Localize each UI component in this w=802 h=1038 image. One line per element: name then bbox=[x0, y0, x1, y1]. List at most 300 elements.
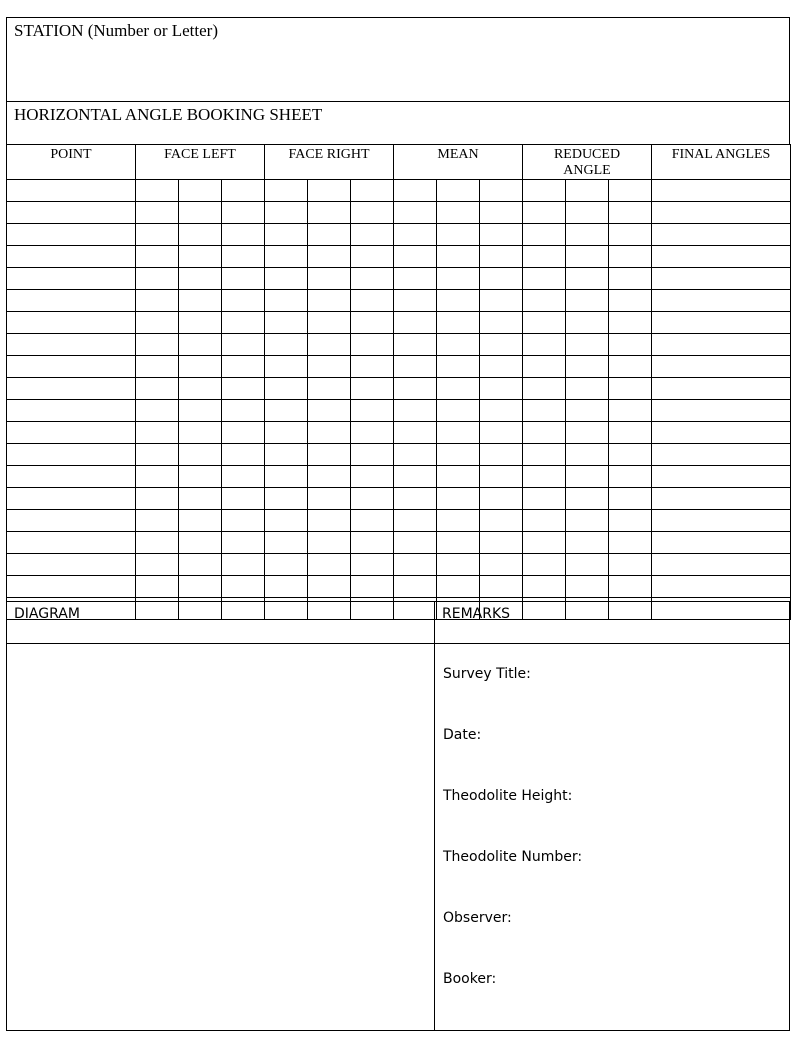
table-cell[interactable] bbox=[652, 224, 791, 246]
sheet-title: HORIZONTAL ANGLE BOOKING SHEET bbox=[14, 105, 323, 124]
table-cell[interactable] bbox=[179, 246, 222, 268]
table-cell[interactable] bbox=[179, 488, 222, 510]
table-cell[interactable] bbox=[480, 532, 523, 554]
table-cell[interactable] bbox=[136, 444, 179, 466]
table-cell[interactable] bbox=[351, 576, 394, 598]
table-cell[interactable] bbox=[437, 268, 480, 290]
table-cell[interactable] bbox=[7, 532, 136, 554]
table-cell[interactable] bbox=[566, 334, 609, 356]
table-cell[interactable] bbox=[652, 202, 791, 224]
table-cell[interactable] bbox=[136, 268, 179, 290]
table-cell[interactable] bbox=[394, 202, 437, 224]
table-cell[interactable] bbox=[480, 180, 523, 202]
table-cell[interactable] bbox=[7, 180, 136, 202]
table-cell[interactable] bbox=[222, 422, 265, 444]
table-cell[interactable] bbox=[265, 224, 308, 246]
table-cell[interactable] bbox=[394, 576, 437, 598]
table-row bbox=[7, 576, 791, 598]
table-cell[interactable] bbox=[566, 246, 609, 268]
table-cell[interactable] bbox=[308, 378, 351, 400]
table-cell[interactable] bbox=[394, 532, 437, 554]
table-cell[interactable] bbox=[265, 510, 308, 532]
table-cell[interactable] bbox=[480, 246, 523, 268]
table-cell[interactable] bbox=[222, 334, 265, 356]
table-cell[interactable] bbox=[566, 378, 609, 400]
table-cell[interactable] bbox=[566, 488, 609, 510]
table-cell[interactable] bbox=[566, 268, 609, 290]
table-cell[interactable] bbox=[437, 510, 480, 532]
table-cell[interactable] bbox=[351, 224, 394, 246]
table-cell[interactable] bbox=[308, 400, 351, 422]
table-cell[interactable] bbox=[566, 202, 609, 224]
table-cell[interactable] bbox=[652, 488, 791, 510]
table-cell[interactable] bbox=[7, 378, 136, 400]
table-cell[interactable] bbox=[351, 312, 394, 334]
table-cell[interactable] bbox=[480, 290, 523, 312]
table-cell[interactable] bbox=[7, 466, 136, 488]
table-cell[interactable] bbox=[179, 510, 222, 532]
table-cell[interactable] bbox=[609, 334, 652, 356]
table-cell[interactable] bbox=[222, 180, 265, 202]
table-cell[interactable] bbox=[265, 532, 308, 554]
date-field[interactable]: Date: bbox=[443, 727, 482, 743]
table-cell[interactable] bbox=[351, 466, 394, 488]
table-cell[interactable] bbox=[136, 554, 179, 576]
table-cell[interactable] bbox=[222, 576, 265, 598]
table-cell[interactable] bbox=[480, 334, 523, 356]
table-cell[interactable] bbox=[222, 488, 265, 510]
table-header-row bbox=[7, 145, 791, 180]
table-cell[interactable] bbox=[394, 334, 437, 356]
table-cell[interactable] bbox=[480, 576, 523, 598]
table-cell[interactable] bbox=[480, 202, 523, 224]
table-cell[interactable] bbox=[394, 444, 437, 466]
header-mean: MEAN bbox=[394, 145, 523, 180]
table-cell[interactable] bbox=[7, 202, 136, 224]
table-cell[interactable] bbox=[222, 268, 265, 290]
table-cell[interactable] bbox=[308, 312, 351, 334]
table-cell[interactable] bbox=[437, 554, 480, 576]
table-cell[interactable] bbox=[136, 312, 179, 334]
table-cell[interactable] bbox=[652, 554, 791, 576]
table-cell[interactable] bbox=[351, 488, 394, 510]
table-cell[interactable] bbox=[7, 554, 136, 576]
table-cell[interactable] bbox=[523, 378, 566, 400]
table-cell[interactable] bbox=[394, 510, 437, 532]
table-cell[interactable] bbox=[351, 444, 394, 466]
table-row bbox=[7, 224, 791, 246]
table-cell[interactable] bbox=[609, 510, 652, 532]
table-cell[interactable] bbox=[179, 576, 222, 598]
table-cell[interactable] bbox=[179, 268, 222, 290]
table-cell[interactable] bbox=[179, 224, 222, 246]
table-row bbox=[7, 312, 791, 334]
table-cell[interactable] bbox=[480, 466, 523, 488]
table-cell[interactable] bbox=[437, 532, 480, 554]
table-cell[interactable] bbox=[609, 202, 652, 224]
table-cell[interactable] bbox=[437, 576, 480, 598]
table-cell[interactable] bbox=[7, 268, 136, 290]
table-cell[interactable] bbox=[394, 268, 437, 290]
table-row bbox=[7, 378, 791, 400]
table-cell[interactable] bbox=[136, 290, 179, 312]
table-cell[interactable] bbox=[308, 466, 351, 488]
table-cell[interactable] bbox=[652, 532, 791, 554]
table-cell[interactable] bbox=[351, 378, 394, 400]
table-cell[interactable] bbox=[566, 510, 609, 532]
table-cell[interactable] bbox=[523, 290, 566, 312]
table-cell[interactable] bbox=[437, 334, 480, 356]
table-row bbox=[7, 532, 791, 554]
table-cell[interactable] bbox=[265, 312, 308, 334]
table-cell[interactable] bbox=[351, 290, 394, 312]
table-cell[interactable] bbox=[7, 312, 136, 334]
table-cell[interactable] bbox=[351, 532, 394, 554]
table-cell[interactable] bbox=[179, 554, 222, 576]
table-cell[interactable] bbox=[308, 356, 351, 378]
table-cell[interactable] bbox=[265, 378, 308, 400]
table-cell[interactable] bbox=[523, 532, 566, 554]
table-row bbox=[7, 356, 791, 378]
diagram-label: DIAGRAM bbox=[14, 606, 80, 622]
table-cell[interactable] bbox=[652, 334, 791, 356]
table-cell[interactable] bbox=[523, 356, 566, 378]
table-cell[interactable] bbox=[523, 312, 566, 334]
table-cell[interactable] bbox=[7, 444, 136, 466]
table-cell[interactable] bbox=[394, 246, 437, 268]
table-cell[interactable] bbox=[222, 312, 265, 334]
table-cell[interactable] bbox=[437, 488, 480, 510]
table-cell[interactable] bbox=[351, 334, 394, 356]
booker-field[interactable]: Booker: bbox=[443, 971, 497, 987]
table-row bbox=[7, 510, 791, 532]
table-cell[interactable] bbox=[7, 488, 136, 510]
table-cell[interactable] bbox=[7, 246, 136, 268]
table-cell[interactable] bbox=[351, 268, 394, 290]
table-cell[interactable] bbox=[523, 224, 566, 246]
table-cell[interactable] bbox=[136, 532, 179, 554]
table-cell[interactable] bbox=[609, 356, 652, 378]
theodolite-height-field[interactable]: Theodolite Height: bbox=[443, 788, 573, 804]
table-cell[interactable] bbox=[566, 554, 609, 576]
table-cell[interactable] bbox=[566, 466, 609, 488]
table-cell[interactable] bbox=[308, 202, 351, 224]
table-cell[interactable] bbox=[265, 554, 308, 576]
survey-title-field[interactable]: Survey Title: bbox=[443, 666, 531, 682]
table-cell[interactable] bbox=[437, 180, 480, 202]
table-cell[interactable] bbox=[222, 202, 265, 224]
table-cell[interactable] bbox=[437, 356, 480, 378]
table-cell[interactable] bbox=[523, 334, 566, 356]
table-cell[interactable] bbox=[308, 576, 351, 598]
table-cell[interactable] bbox=[265, 400, 308, 422]
table-cell[interactable] bbox=[394, 290, 437, 312]
table-cell[interactable] bbox=[265, 444, 308, 466]
table-cell[interactable] bbox=[394, 422, 437, 444]
table-cell[interactable] bbox=[566, 576, 609, 598]
table-cell[interactable] bbox=[609, 532, 652, 554]
table-cell[interactable] bbox=[222, 532, 265, 554]
table-cell[interactable] bbox=[265, 202, 308, 224]
table-cell[interactable] bbox=[523, 180, 566, 202]
table-cell[interactable] bbox=[136, 378, 179, 400]
table-cell[interactable] bbox=[351, 246, 394, 268]
table-row bbox=[7, 488, 791, 510]
table-cell[interactable] bbox=[265, 268, 308, 290]
table-cell[interactable] bbox=[609, 400, 652, 422]
table-cell[interactable] bbox=[609, 312, 652, 334]
table-row bbox=[7, 444, 791, 466]
table-cell[interactable] bbox=[179, 400, 222, 422]
table-cell[interactable] bbox=[609, 466, 652, 488]
table-cell[interactable] bbox=[222, 400, 265, 422]
table-cell[interactable] bbox=[652, 180, 791, 202]
table-cell[interactable] bbox=[523, 400, 566, 422]
table-cell[interactable] bbox=[480, 510, 523, 532]
table-cell[interactable] bbox=[523, 510, 566, 532]
table-cell[interactable] bbox=[308, 554, 351, 576]
table-cell[interactable] bbox=[437, 422, 480, 444]
table-row bbox=[7, 400, 791, 422]
table-cell[interactable] bbox=[308, 180, 351, 202]
table-cell[interactable] bbox=[308, 444, 351, 466]
table-cell[interactable] bbox=[609, 378, 652, 400]
table-cell[interactable] bbox=[566, 290, 609, 312]
table-cell[interactable] bbox=[179, 202, 222, 224]
table-cell[interactable] bbox=[523, 576, 566, 598]
table-cell[interactable] bbox=[437, 246, 480, 268]
table-cell[interactable] bbox=[566, 224, 609, 246]
table-cell[interactable] bbox=[652, 290, 791, 312]
table-cell[interactable] bbox=[179, 290, 222, 312]
table-cell[interactable] bbox=[179, 180, 222, 202]
table-cell[interactable] bbox=[7, 356, 136, 378]
table-cell[interactable] bbox=[480, 378, 523, 400]
table-cell[interactable] bbox=[265, 246, 308, 268]
table-cell[interactable] bbox=[7, 576, 136, 598]
table-cell[interactable] bbox=[609, 488, 652, 510]
table-cell[interactable] bbox=[609, 444, 652, 466]
table-cell[interactable] bbox=[609, 576, 652, 598]
table-cell[interactable] bbox=[480, 488, 523, 510]
table-cell[interactable] bbox=[394, 356, 437, 378]
table-cell[interactable] bbox=[179, 312, 222, 334]
table-cell[interactable] bbox=[308, 488, 351, 510]
table-cell[interactable] bbox=[609, 268, 652, 290]
table-cell[interactable] bbox=[437, 444, 480, 466]
table-cell[interactable] bbox=[437, 378, 480, 400]
table-cell[interactable] bbox=[394, 378, 437, 400]
table-cell[interactable] bbox=[222, 510, 265, 532]
table-cell[interactable] bbox=[566, 532, 609, 554]
table-cell[interactable] bbox=[222, 444, 265, 466]
table-cell[interactable] bbox=[136, 400, 179, 422]
remarks-header bbox=[434, 601, 790, 644]
table-cell[interactable] bbox=[7, 510, 136, 532]
diagram-area[interactable] bbox=[6, 643, 435, 1031]
table-cell[interactable] bbox=[7, 400, 136, 422]
table-row bbox=[7, 466, 791, 488]
remarks-label: REMARKS bbox=[442, 606, 511, 622]
table-cell[interactable] bbox=[394, 488, 437, 510]
table-cell[interactable] bbox=[136, 334, 179, 356]
table-cell[interactable] bbox=[437, 224, 480, 246]
table-cell[interactable] bbox=[7, 422, 136, 444]
table-cell[interactable] bbox=[136, 202, 179, 224]
table-cell[interactable] bbox=[652, 444, 791, 466]
table-cell[interactable] bbox=[437, 466, 480, 488]
table-cell[interactable] bbox=[652, 312, 791, 334]
table-cell[interactable] bbox=[351, 356, 394, 378]
table-cell[interactable] bbox=[480, 312, 523, 334]
table-cell[interactable] bbox=[437, 290, 480, 312]
table-cell[interactable] bbox=[652, 400, 791, 422]
table-cell[interactable] bbox=[480, 268, 523, 290]
table-cell[interactable] bbox=[652, 268, 791, 290]
table-cell[interactable] bbox=[136, 246, 179, 268]
table-row bbox=[7, 202, 791, 224]
diagram-header bbox=[6, 601, 435, 644]
table-cell[interactable] bbox=[222, 554, 265, 576]
table-cell[interactable] bbox=[609, 422, 652, 444]
table-cell[interactable] bbox=[609, 290, 652, 312]
table-cell[interactable] bbox=[136, 224, 179, 246]
table-cell[interactable] bbox=[179, 466, 222, 488]
table-row bbox=[7, 554, 791, 576]
table-cell[interactable] bbox=[179, 378, 222, 400]
table-cell[interactable] bbox=[437, 400, 480, 422]
table-cell[interactable] bbox=[265, 466, 308, 488]
header-face-left: FACE LEFT bbox=[136, 145, 265, 180]
table-cell[interactable] bbox=[308, 224, 351, 246]
table-cell[interactable] bbox=[609, 246, 652, 268]
table-cell[interactable] bbox=[394, 466, 437, 488]
table-cell[interactable] bbox=[7, 290, 136, 312]
table-cell[interactable] bbox=[523, 554, 566, 576]
table-cell[interactable] bbox=[265, 290, 308, 312]
table-cell[interactable] bbox=[437, 312, 480, 334]
table-cell[interactable] bbox=[222, 356, 265, 378]
observer-field[interactable]: Observer: bbox=[443, 910, 512, 926]
sheet-title-bar bbox=[6, 101, 790, 145]
table-cell[interactable] bbox=[265, 422, 308, 444]
table-cell[interactable] bbox=[265, 576, 308, 598]
table-cell[interactable] bbox=[523, 488, 566, 510]
table-cell[interactable] bbox=[480, 444, 523, 466]
table-cell[interactable] bbox=[609, 180, 652, 202]
table-cell[interactable] bbox=[308, 246, 351, 268]
table-cell[interactable] bbox=[136, 576, 179, 598]
table-row bbox=[7, 180, 791, 202]
table-cell[interactable] bbox=[523, 202, 566, 224]
table-cell[interactable] bbox=[222, 466, 265, 488]
table-cell[interactable] bbox=[394, 400, 437, 422]
table-cell[interactable] bbox=[437, 202, 480, 224]
table-cell[interactable] bbox=[136, 356, 179, 378]
table-cell[interactable] bbox=[523, 246, 566, 268]
table-cell[interactable] bbox=[136, 180, 179, 202]
table-cell[interactable] bbox=[523, 466, 566, 488]
table-cell[interactable] bbox=[566, 356, 609, 378]
table-cell[interactable] bbox=[523, 444, 566, 466]
table-cell[interactable] bbox=[7, 334, 136, 356]
table-cell[interactable] bbox=[7, 224, 136, 246]
table-cell[interactable] bbox=[222, 224, 265, 246]
table-cell[interactable] bbox=[222, 290, 265, 312]
table-cell[interactable] bbox=[394, 312, 437, 334]
table-cell[interactable] bbox=[566, 444, 609, 466]
table-cell[interactable] bbox=[523, 268, 566, 290]
table-cell[interactable] bbox=[652, 466, 791, 488]
table-cell[interactable] bbox=[652, 378, 791, 400]
table-cell[interactable] bbox=[351, 180, 394, 202]
table-cell[interactable] bbox=[136, 422, 179, 444]
table-cell[interactable] bbox=[609, 224, 652, 246]
table-cell[interactable] bbox=[566, 400, 609, 422]
table-cell[interactable] bbox=[351, 510, 394, 532]
table-cell[interactable] bbox=[609, 554, 652, 576]
table-cell[interactable] bbox=[652, 246, 791, 268]
table-cell[interactable] bbox=[308, 510, 351, 532]
table-cell[interactable] bbox=[265, 488, 308, 510]
table-cell[interactable] bbox=[566, 422, 609, 444]
table-cell[interactable] bbox=[179, 532, 222, 554]
table-cell[interactable] bbox=[480, 356, 523, 378]
table-cell[interactable] bbox=[179, 334, 222, 356]
table-cell[interactable] bbox=[351, 422, 394, 444]
table-cell[interactable] bbox=[652, 576, 791, 598]
table-row bbox=[7, 268, 791, 290]
table-cell[interactable] bbox=[265, 180, 308, 202]
table-cell[interactable] bbox=[480, 224, 523, 246]
table-cell[interactable] bbox=[566, 180, 609, 202]
table-cell[interactable] bbox=[351, 202, 394, 224]
remarks-area bbox=[434, 643, 790, 1031]
table-cell[interactable] bbox=[265, 334, 308, 356]
table-cell[interactable] bbox=[308, 334, 351, 356]
table-cell[interactable] bbox=[351, 400, 394, 422]
table-cell[interactable] bbox=[308, 422, 351, 444]
table-cell[interactable] bbox=[179, 356, 222, 378]
table-cell[interactable] bbox=[394, 554, 437, 576]
table-cell[interactable] bbox=[136, 488, 179, 510]
table-cell[interactable] bbox=[308, 290, 351, 312]
table-cell[interactable] bbox=[265, 356, 308, 378]
table-cell[interactable] bbox=[179, 444, 222, 466]
table-cell[interactable] bbox=[523, 422, 566, 444]
table-cell[interactable] bbox=[480, 554, 523, 576]
table-cell[interactable] bbox=[394, 224, 437, 246]
header-point: POINT bbox=[7, 145, 136, 180]
table-cell[interactable] bbox=[222, 378, 265, 400]
table-cell[interactable] bbox=[308, 532, 351, 554]
table-cell[interactable] bbox=[308, 268, 351, 290]
table-cell[interactable] bbox=[566, 312, 609, 334]
table-cell[interactable] bbox=[222, 246, 265, 268]
table-cell[interactable] bbox=[652, 510, 791, 532]
table-cell[interactable] bbox=[136, 510, 179, 532]
table-cell[interactable] bbox=[136, 466, 179, 488]
table-cell[interactable] bbox=[179, 422, 222, 444]
table-cell[interactable] bbox=[394, 180, 437, 202]
table-cell[interactable] bbox=[652, 422, 791, 444]
theodolite-number-field[interactable]: Theodolite Number: bbox=[443, 849, 583, 865]
table-cell[interactable] bbox=[351, 554, 394, 576]
table-cell[interactable] bbox=[652, 356, 791, 378]
table-cell[interactable] bbox=[480, 400, 523, 422]
table-cell[interactable] bbox=[480, 422, 523, 444]
station-field[interactable] bbox=[6, 17, 790, 102]
